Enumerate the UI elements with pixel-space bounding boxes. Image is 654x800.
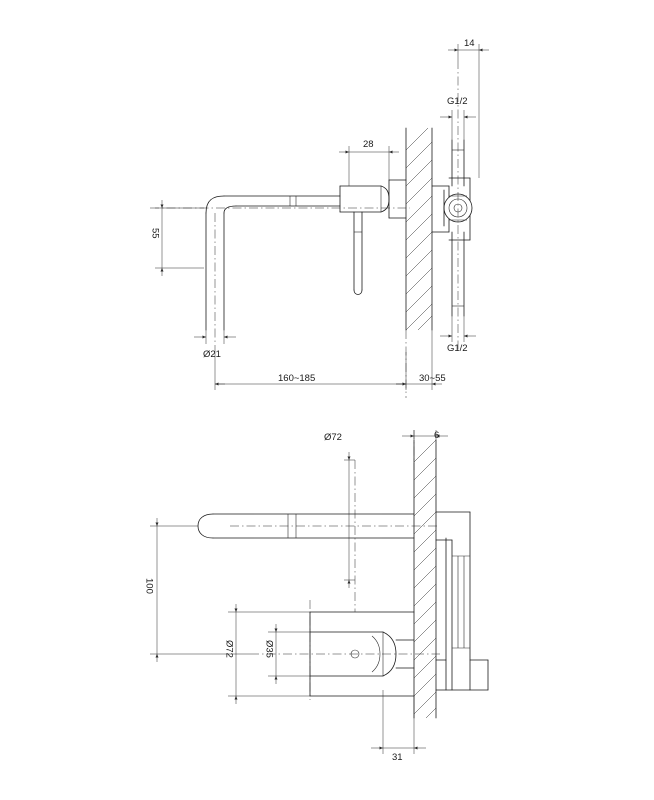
dimension-label-o35: Ø35 xyxy=(263,640,275,658)
valve-body-bottom xyxy=(436,512,488,690)
dimension-o72-top xyxy=(344,452,355,588)
view-plan-front xyxy=(150,430,488,754)
view-side-elevation xyxy=(150,44,489,398)
dimension-label-14: 14 xyxy=(464,38,475,49)
dimension-label-o72-bottom: Ø72 xyxy=(223,640,235,658)
dimension-label-160-185: 160~185 xyxy=(278,373,316,384)
wall-hatch-top xyxy=(406,128,432,330)
dimension-label-g12-bottom: G1/2 xyxy=(447,343,468,354)
dimension-label-30-55: 30~55 xyxy=(419,373,446,384)
spout-outline-top xyxy=(206,180,406,330)
dimension-14 xyxy=(448,44,489,178)
dimension-label-100: 100 xyxy=(143,578,155,594)
dimension-label-o21: Ø21 xyxy=(203,349,221,360)
dimension-label-55: 55 xyxy=(149,228,161,239)
dimension-55 xyxy=(155,200,204,276)
valve-body-top xyxy=(432,178,472,240)
dimension-label-g12-top: G1/2 xyxy=(447,96,468,107)
dimension-label-31: 31 xyxy=(392,752,403,763)
dimension-31 xyxy=(371,690,426,754)
dimension-6 xyxy=(402,430,448,440)
dimension-label-o72-top: Ø72 xyxy=(324,432,342,443)
dimension-label-6: 6 xyxy=(434,430,440,441)
dimension-100 xyxy=(150,518,250,662)
dimension-160-185 xyxy=(215,352,406,390)
wall-hatch-bottom xyxy=(414,440,436,718)
dimension-label-28: 28 xyxy=(363,139,374,150)
